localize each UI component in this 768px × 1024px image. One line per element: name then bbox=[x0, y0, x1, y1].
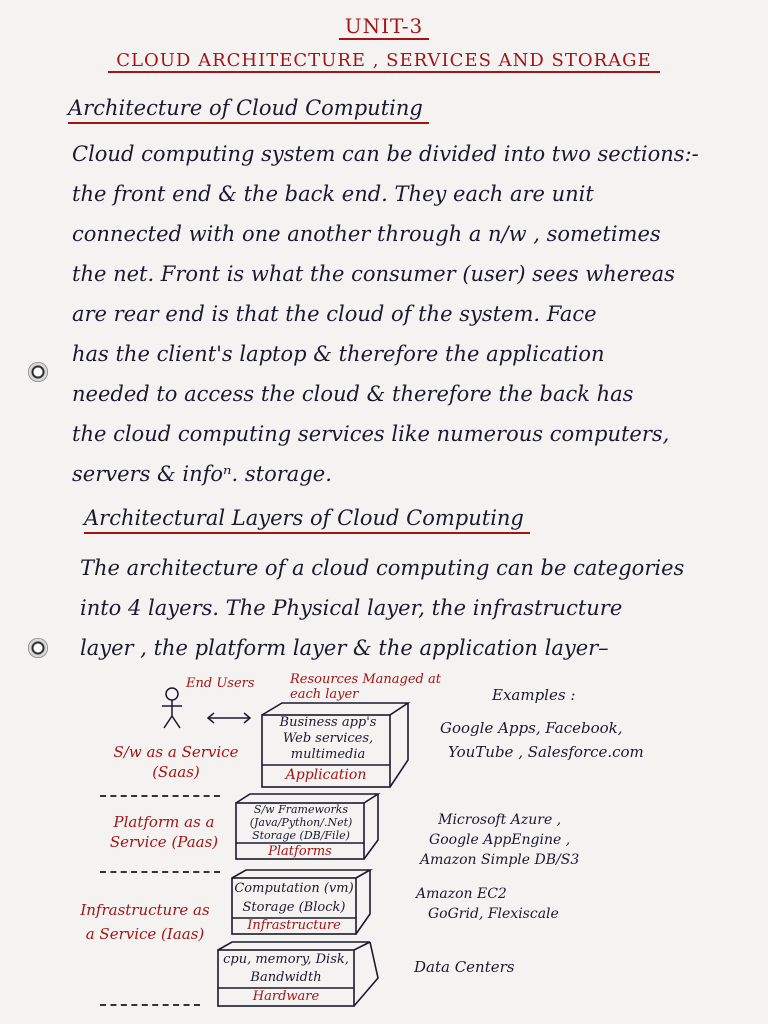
layer-divider bbox=[100, 795, 220, 797]
infrastructure-contents bbox=[234, 879, 354, 917]
hardware-layer-name: Hardware bbox=[252, 989, 320, 1004]
paas-examples bbox=[420, 810, 579, 870]
layer-content-item: Bandwidth bbox=[250, 970, 322, 985]
layer-divider bbox=[100, 871, 220, 873]
paragraph-line: needed to access the cloud & therefore the back has bbox=[72, 382, 634, 406]
paragraph-line: into 4 layers. The Physical layer, the infrastructure bbox=[80, 596, 623, 620]
layer-content-item: multimedia bbox=[290, 747, 366, 762]
layer-content-item: cpu, memory, Disk, bbox=[223, 952, 349, 967]
iaas-examples bbox=[416, 884, 559, 924]
saas-label: S/w as a Service (Saas) bbox=[113, 743, 239, 781]
hardware-contents bbox=[220, 951, 352, 987]
infrastructure-layer-name: Infrastructure bbox=[247, 918, 341, 933]
example-item: Amazon Simple DB/S3 bbox=[420, 852, 580, 868]
layer-content-item: Web services, bbox=[282, 731, 374, 746]
section2-heading: Architectural Layers of Cloud Computing bbox=[84, 506, 524, 530]
unit-title: UNIT-3 bbox=[0, 14, 768, 38]
saas-examples bbox=[440, 716, 644, 764]
layer-content-item: Business app's bbox=[279, 715, 377, 730]
example-item: Data Centers bbox=[414, 958, 515, 976]
paragraph-line: the cloud computing services like numerous computers, bbox=[72, 422, 670, 446]
application-contents bbox=[268, 715, 388, 763]
layer-content-item: Storage (Block) bbox=[242, 900, 346, 915]
layer-content-item: (Java/Python/.Net) bbox=[249, 816, 353, 829]
paragraph-line: Cloud computing system can be divided into two sections:- bbox=[72, 142, 699, 166]
main-title: CLOUD ARCHITECTURE , SERVICES AND STORAGE bbox=[0, 50, 768, 71]
example-item: Google Apps, Facebook, bbox=[440, 719, 623, 737]
examples-label: Examples : bbox=[492, 686, 576, 704]
platforms-layer-name: Platforms bbox=[268, 844, 332, 859]
paragraph-line: the front end & the back end. They each are unit bbox=[72, 182, 594, 206]
end-users-label: End Users bbox=[186, 676, 255, 691]
paragraph-line: connected with one another through a n/w , sometimes bbox=[72, 222, 661, 246]
layer-content-item: Storage (DB/File) bbox=[252, 829, 350, 842]
layer-content-item: S/w Frameworks bbox=[253, 803, 349, 816]
application-layer-name: Application bbox=[285, 767, 367, 783]
example-item: GoGrid, Flexiscale bbox=[428, 906, 559, 922]
layer-divider bbox=[100, 1004, 200, 1006]
resources-label: Resources Managed at each layer bbox=[290, 672, 441, 702]
example-item: Amazon EC2 bbox=[416, 886, 507, 902]
platforms-contents bbox=[240, 803, 362, 842]
paragraph-line: the net. Front is what the consumer (user) sees whereas bbox=[72, 262, 675, 286]
layer-content-item: Computation (vm) bbox=[234, 881, 354, 896]
paragraph-line: has the client's laptop & therefore the application bbox=[72, 342, 605, 366]
section1-heading: Architecture of Cloud Computing bbox=[68, 96, 423, 120]
paragraph-line: layer , the platform layer & the application layer– bbox=[80, 636, 609, 660]
example-item: Google AppEngine , bbox=[429, 832, 571, 848]
paragraph-line: servers & infoⁿ. storage. bbox=[72, 462, 332, 486]
paas-label: Platform as a Service (Paas) bbox=[109, 813, 219, 851]
hardware-examples bbox=[414, 958, 515, 976]
paragraph-line: are rear end is that the cloud of the system. Face bbox=[72, 302, 597, 326]
paragraph-line: The architecture of a cloud computing can be categories bbox=[80, 556, 685, 580]
example-item: Microsoft Azure , bbox=[438, 812, 562, 828]
iaas-label: Infrastructure as a Service (Iaas) bbox=[80, 901, 210, 943]
example-item: YouTube , Salesforce.com bbox=[448, 743, 644, 761]
